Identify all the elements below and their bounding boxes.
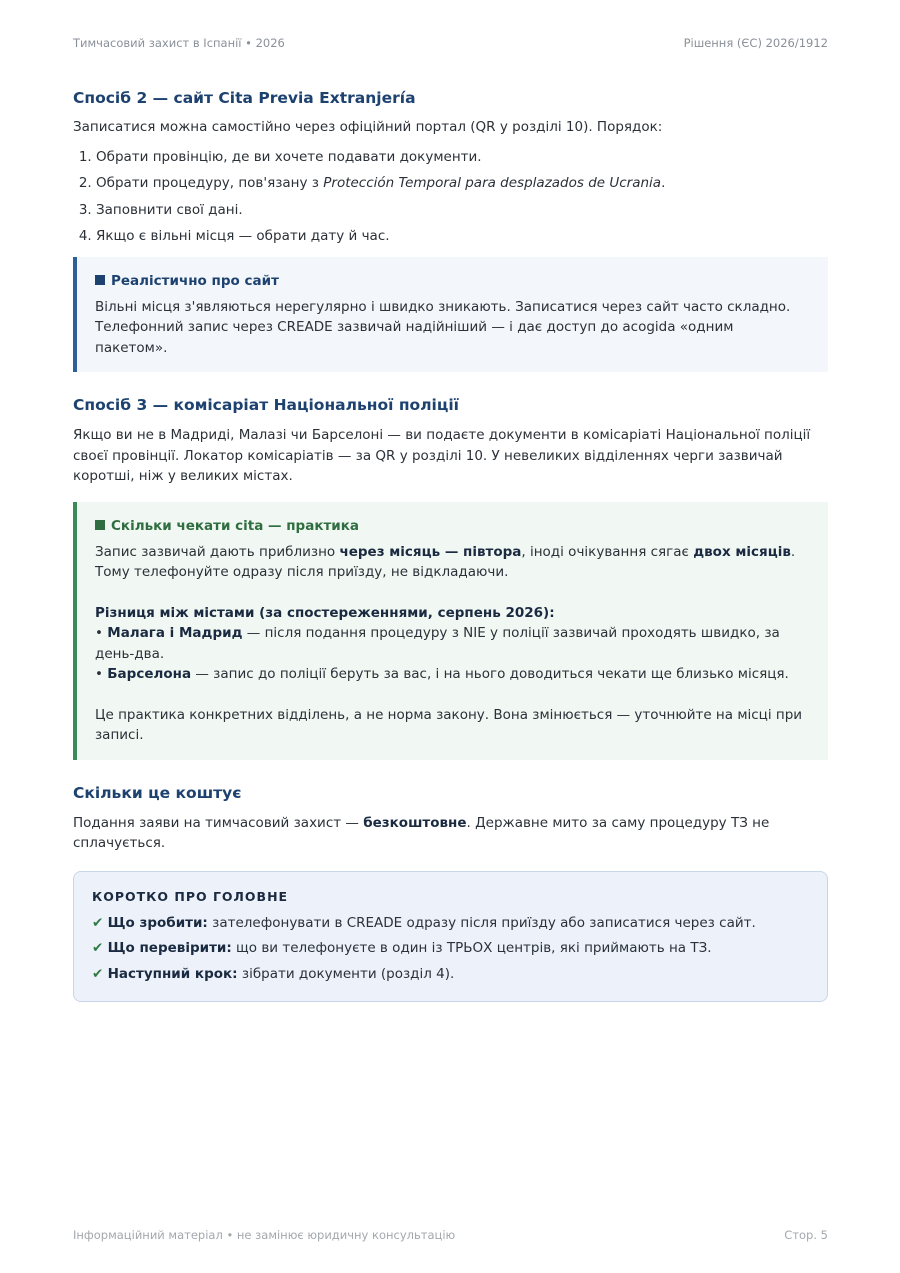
summary-item xyxy=(92,913,809,934)
city-name: Барселона xyxy=(107,666,192,682)
callout-title-text: Реалістично про сайт xyxy=(111,272,279,289)
callout-title-text: Скільки чекати cita — практика xyxy=(111,517,360,534)
waiting-callout-title xyxy=(95,516,808,536)
step-text: Обрати провінцію, де ви хочете подавати документи. xyxy=(96,148,482,165)
website-callout xyxy=(73,257,828,373)
summary-label: Що зробити: xyxy=(107,914,208,931)
emphasis: двох місяців xyxy=(693,543,791,560)
step-text: Якщо є вільні місця — обрати дату й час. xyxy=(96,228,390,244)
step-item xyxy=(96,147,828,168)
checkmark-icon: ✔ xyxy=(92,965,104,982)
section-2-steps xyxy=(73,147,828,247)
checkmark-icon: ✔ xyxy=(92,940,104,956)
practice-note: Це практика конкретних відділень, а не норма закону. Вона змінюється — уточнюйте на місці при записі. xyxy=(95,706,803,743)
bullet: • xyxy=(95,625,108,641)
summary-box xyxy=(73,871,828,1003)
footer-disclaimer: Інформаційний матеріал • не замінює юридичну консультацію xyxy=(73,1228,456,1242)
header-title: Тимчасовий захист в Іспанії • 2026 xyxy=(73,36,285,50)
procedure-name: Protección Temporal para desplazados de Ucrania xyxy=(323,175,662,191)
cost-body xyxy=(73,813,828,854)
step-item xyxy=(96,200,828,221)
summary-item xyxy=(92,938,809,959)
step-item xyxy=(96,173,828,194)
website-callout-title xyxy=(95,271,808,291)
summary-label: Що перевірити: xyxy=(107,940,232,956)
section-3-title: Спосіб 3 — комісаріат Національної поліції xyxy=(73,396,459,414)
waiting-callout xyxy=(73,502,828,760)
step-text-end: . xyxy=(661,175,666,191)
section-3-body: Якщо ви не в Мадриді, Малазі чи Барселоні — ви подаєте документи в комісаріаті Національної поліції своєї провінції. Локатор комісаріатів — за QR у розділі 10. У невеликих відділеннях черги зазвичай коротші, ніж у великих містах. xyxy=(73,427,811,484)
step-text: Обрати процедуру, пов'язану з xyxy=(96,175,324,191)
section-2-intro: Записатися можна самостійно через офіційний портал (QR у розділі 10). Порядок: xyxy=(73,119,663,135)
waiting-paragraph xyxy=(95,542,808,583)
summary-text: зібрати документи (розділ 4). xyxy=(237,965,455,982)
emphasis: безкоштовне xyxy=(363,814,467,831)
page-header xyxy=(73,36,828,50)
text-span: Подання заяви на тимчасовий захист — xyxy=(73,814,364,831)
summary-item xyxy=(92,964,809,985)
emphasis: через місяць — півтора xyxy=(339,543,522,560)
page-number: Стор. 5 xyxy=(784,1228,828,1242)
summary-title: КОРОТКО ПРО ГОЛОВНЕ xyxy=(92,888,289,904)
cities-block xyxy=(95,603,808,685)
square-icon xyxy=(95,275,105,285)
page-footer xyxy=(73,1228,828,1242)
bullet: • xyxy=(95,666,108,682)
website-callout-body: Вільні місця з'являються нерегулярно і швидко зникають. Записатися через сайт часто складно. Телефонний запис через CREADE зазвичай надійніший — і дає доступ до acogida «одним пакетом». xyxy=(95,298,791,356)
summary-label: Наступний крок: xyxy=(107,965,238,982)
text-span: , іноді очікування сягає xyxy=(521,543,694,560)
cities-heading: Різниця між містами (за спостереженнями, серпень 2026): xyxy=(95,604,555,621)
step-text: Заповнити свої дані. xyxy=(96,201,243,218)
square-icon xyxy=(95,520,105,530)
step-item xyxy=(96,226,828,247)
city-name: Малага і Мадрид xyxy=(107,625,243,641)
header-reference: Рішення (ЄС) 2026/1912 xyxy=(683,36,828,50)
cost-title: Скільки це коштує xyxy=(73,783,242,802)
text-span: . Державне мито за саму процедуру ТЗ не сплачується. xyxy=(73,814,770,851)
text-span: . Тому телефонуйте одразу після приїзду, не відкладаючи. xyxy=(95,543,796,580)
city-text: — запис до поліції беруть за вас, і на нього доводиться чекати ще близько місяця. xyxy=(191,666,789,682)
summary-text: зателефонувати в CREADE одразу після приїзду або записатися через сайт. xyxy=(207,914,756,931)
section-2-title: Спосіб 2 — сайт Cita Previa Extranjería xyxy=(73,89,416,107)
text-span: Запис зазвичай дають приблизно xyxy=(95,543,340,560)
page-content xyxy=(73,86,828,1002)
city-text: — після подання процедуру з NIE у поліції зазвичай проходять швидко, за день-два. xyxy=(95,625,780,662)
summary-text: що ви телефонуєте в один із ТРЬОХ центрів, які приймають на ТЗ. xyxy=(231,940,712,956)
checkmark-icon: ✔ xyxy=(92,914,104,931)
